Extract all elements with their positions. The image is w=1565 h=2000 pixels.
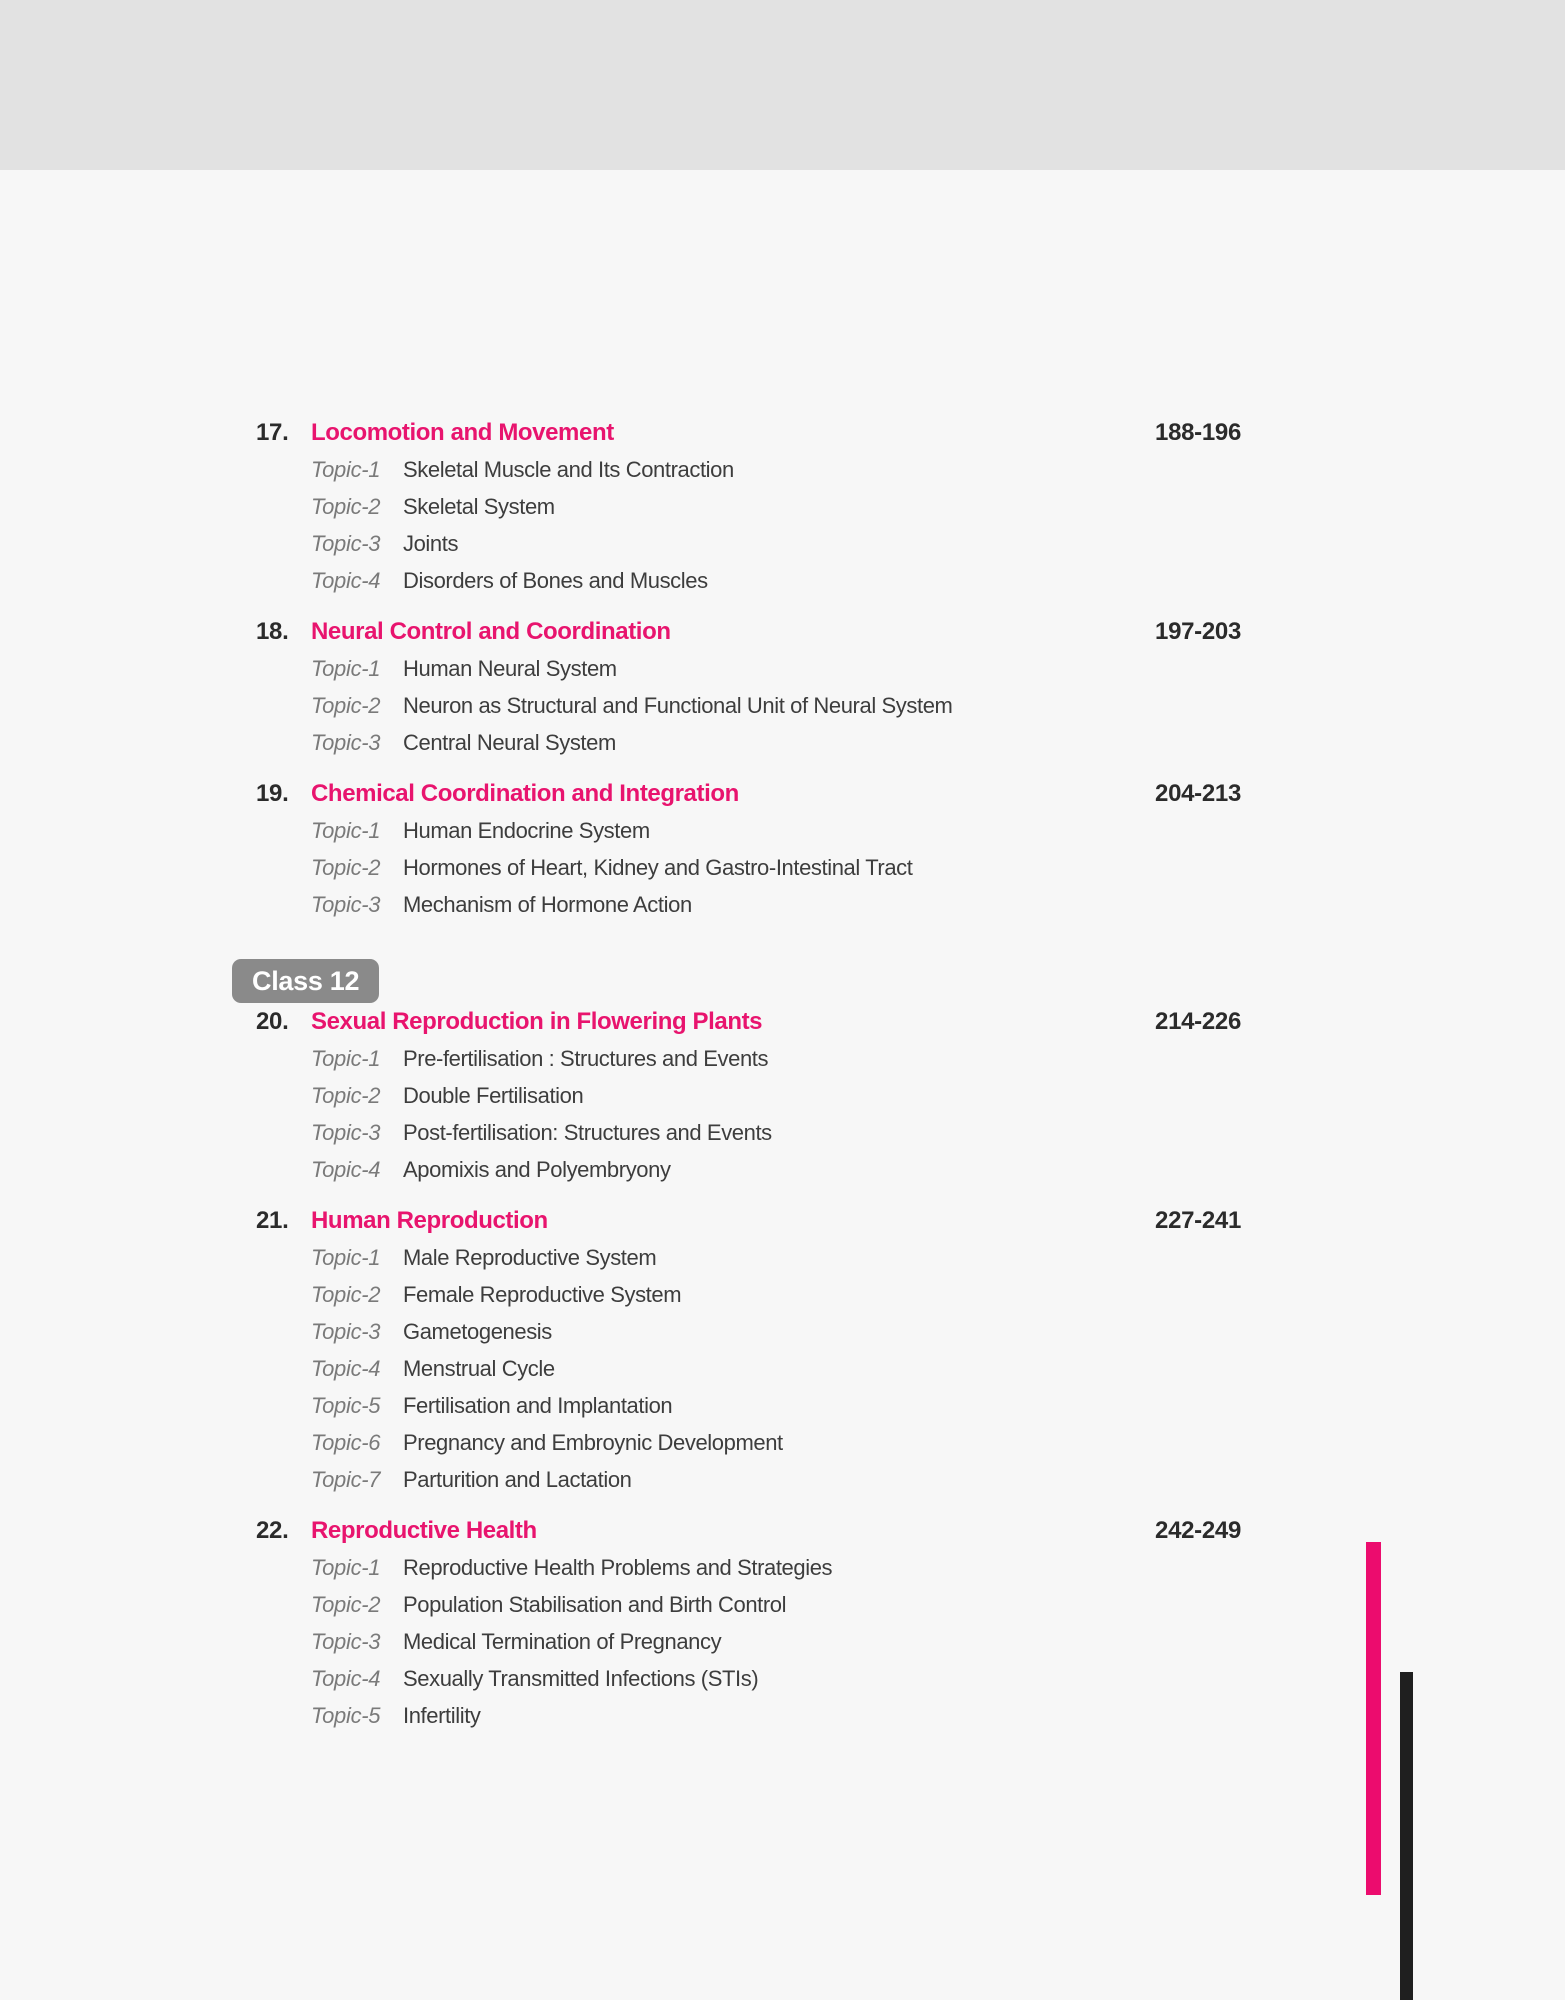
toc-chapter: [256, 613, 1241, 761]
topic-row: [311, 1239, 1241, 1276]
topic-title: Sexually Transmitted Infections (STIs): [403, 1666, 759, 1691]
chapter-title: Sexual Reproduction in Flowering Plants: [311, 1008, 763, 1035]
topic-title: Mechanism of Hormone Action: [403, 892, 692, 917]
topic-row: [311, 886, 1241, 923]
black-accent-bar: [1400, 1672, 1413, 2000]
topic-label: Topic-2: [311, 1083, 381, 1108]
topic-title: Apomixis and Polyembryony: [403, 1157, 671, 1182]
topic-title: Reproductive Health Problems and Strategies: [403, 1555, 833, 1580]
topic-label: Topic-4: [311, 568, 381, 593]
class-badge-row: [252, 937, 1241, 1003]
toc-chapter: [256, 414, 1241, 599]
chapter-heading: [256, 414, 1241, 451]
top-band: [0, 0, 1565, 170]
topic-title: Central Neural System: [403, 730, 616, 755]
topic-title: Human Neural System: [403, 656, 617, 681]
topic-row: [311, 1461, 1241, 1498]
topic-row: [311, 1040, 1241, 1077]
chapter-page-range: 214-226: [1155, 1008, 1241, 1035]
chapter-number: 21.: [256, 1207, 289, 1234]
chapter-title: Neural Control and Coordination: [311, 618, 671, 645]
toc-chapter: [256, 1512, 1241, 1734]
topic-row: [311, 1424, 1241, 1461]
topic-label: Topic-2: [311, 693, 381, 718]
chapter-number: 22.: [256, 1517, 289, 1544]
topic-row: [311, 1276, 1241, 1313]
topic-row: [311, 1114, 1241, 1151]
chapter-page-range: 188-196: [1155, 419, 1241, 446]
topic-label: Topic-3: [311, 892, 381, 917]
topic-row: [311, 687, 1241, 724]
topic-label: Topic-4: [311, 1356, 381, 1381]
topic-title: Joints: [403, 531, 459, 556]
chapter-number: 17.: [256, 419, 289, 446]
topic-row: [311, 1387, 1241, 1424]
topic-list: [256, 812, 1241, 923]
topic-list: [256, 1549, 1241, 1734]
chapter-page-range: 242-249: [1155, 1517, 1241, 1544]
chapter-heading: [256, 775, 1241, 812]
topic-list: [256, 451, 1241, 599]
chapter-page-range: 227-241: [1155, 1207, 1241, 1234]
toc-chapter: [256, 775, 1241, 923]
topic-title: Double Fertilisation: [403, 1083, 584, 1108]
toc-chapter: [256, 1202, 1241, 1498]
topic-row: [311, 562, 1241, 599]
topic-title: Parturition and Lactation: [403, 1467, 632, 1492]
topic-label: Topic-4: [311, 1157, 381, 1182]
topic-row: [311, 488, 1241, 525]
topic-label: Topic-1: [311, 1555, 381, 1580]
chapter-heading: [256, 613, 1241, 650]
topic-label: Topic-2: [311, 1592, 381, 1617]
topic-title: Post-fertilisation: Structures and Events: [403, 1120, 772, 1145]
topic-label: Topic-5: [311, 1703, 381, 1728]
chapter-page-range: 197-203: [1155, 618, 1241, 645]
topic-title: Fertilisation and Implantation: [403, 1393, 673, 1418]
topic-row: [311, 1077, 1241, 1114]
topic-row: [311, 1697, 1241, 1734]
topic-title: Pregnancy and Embroynic Development: [403, 1430, 783, 1455]
chapter-heading: [256, 1003, 1241, 1040]
topic-row: [311, 525, 1241, 562]
topic-title: Male Reproductive System: [403, 1245, 657, 1270]
class-badge: [232, 959, 379, 1003]
topic-title: Medical Termination of Pregnancy: [403, 1629, 722, 1654]
topic-label: Topic-1: [311, 818, 381, 843]
chapter-title: Human Reproduction: [311, 1207, 548, 1234]
topic-title: Pre-fertilisation : Structures and Events: [403, 1046, 769, 1071]
topic-label: Topic-3: [311, 1319, 381, 1344]
topic-label: Topic-1: [311, 457, 381, 482]
topic-title: Skeletal Muscle and Its Contraction: [403, 457, 734, 482]
topic-row: [311, 1151, 1241, 1188]
chapter-number: 18.: [256, 618, 289, 645]
class-badge-label: Class 12: [252, 966, 360, 996]
topic-title: Hormones of Heart, Kidney and Gastro-Intestinal Tract: [403, 855, 913, 880]
topic-row: [311, 1660, 1241, 1697]
topic-label: Topic-7: [311, 1467, 381, 1492]
topic-label: Topic-3: [311, 1629, 381, 1654]
topic-label: Topic-6: [311, 1430, 381, 1455]
topic-label: Topic-3: [311, 1120, 381, 1145]
topic-row: [311, 451, 1241, 488]
chapter-title: Chemical Coordination and Integration: [311, 780, 739, 807]
topic-label: Topic-1: [311, 1245, 381, 1270]
chapter-number: 20.: [256, 1008, 289, 1035]
topic-label: Topic-2: [311, 494, 381, 519]
topic-title: Gametogenesis: [403, 1319, 552, 1344]
topic-row: [311, 650, 1241, 687]
topic-title: Skeletal System: [403, 494, 555, 519]
topic-label: Topic-2: [311, 855, 381, 880]
topic-row: [311, 1586, 1241, 1623]
topic-row: [311, 849, 1241, 886]
toc-list: [252, 414, 1241, 1748]
topic-label: Topic-3: [311, 730, 381, 755]
topic-list: [256, 650, 1241, 761]
chapter-heading: [256, 1512, 1241, 1549]
chapter-number: 19.: [256, 780, 289, 807]
topic-label: Topic-1: [311, 1046, 381, 1071]
topic-title: Human Endocrine System: [403, 818, 650, 843]
topic-title: Disorders of Bones and Muscles: [403, 568, 708, 593]
topic-title: Neuron as Structural and Functional Unit of Neural System: [403, 693, 953, 718]
chapter-page-range: 204-213: [1155, 780, 1241, 807]
topic-row: [311, 1313, 1241, 1350]
topic-title: Population Stabilisation and Birth Control: [403, 1592, 787, 1617]
topic-row: [311, 1549, 1241, 1586]
topic-title: Female Reproductive System: [403, 1282, 682, 1307]
topic-list: [256, 1040, 1241, 1188]
pink-accent-bar: [1366, 1542, 1381, 1895]
topic-list: [256, 1239, 1241, 1498]
chapter-title: Locomotion and Movement: [311, 419, 614, 446]
topic-label: Topic-4: [311, 1666, 381, 1691]
topic-label: Topic-3: [311, 531, 381, 556]
topic-title: Menstrual Cycle: [403, 1356, 555, 1381]
topic-title: Infertility: [403, 1703, 481, 1728]
chapter-heading: [256, 1202, 1241, 1239]
toc-chapter: [256, 1003, 1241, 1188]
topic-row: [311, 1350, 1241, 1387]
topic-row: [311, 1623, 1241, 1660]
topic-row: [311, 724, 1241, 761]
topic-label: Topic-2: [311, 1282, 381, 1307]
chapter-title: Reproductive Health: [311, 1517, 537, 1544]
topic-label: Topic-5: [311, 1393, 381, 1418]
topic-row: [311, 812, 1241, 849]
topic-label: Topic-1: [311, 656, 381, 681]
